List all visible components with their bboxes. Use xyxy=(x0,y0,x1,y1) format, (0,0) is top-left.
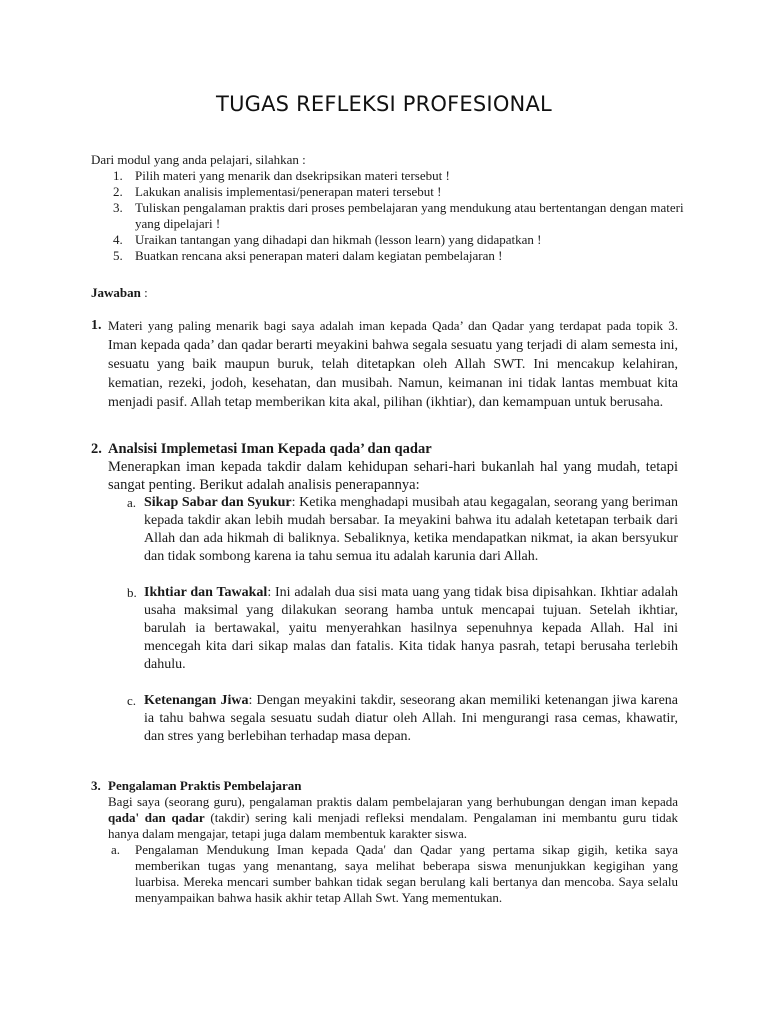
section-body: Materi yang paling menarik bagi saya adalah iman kepada Qada’ dan Qadar yang terdapat pada topik 3. Iman kepada qada’ dan qadar berarti meyakini bahwa segala sesuatu yang terjadi di alam semesta ini, sesuatu yang baik maupun buruk, telah ditetapkan oleh Allah SWT. Ini mencakup kelahiran, kematian, rezeki, jodoh, kesehatan, dan musibah. Namun, keimanan ini tidak lantas membuat kita menjadi pasif. Allah tetap memberikan kita akal, pilihan (ikhtiar), dan kemampuan untuk berusaha. xyxy=(108,318,678,410)
section-number: 3. xyxy=(91,778,101,793)
document-title: TUGAS REFLEKSI PROFESIONAL xyxy=(216,92,552,116)
section-title: Analsisi Implemetasi Iman Kepada qada’ dan qadar xyxy=(108,441,432,457)
section-1 xyxy=(91,316,678,412)
analysis-item: c. Ketenangan Jiwa: Dengan meyakini takdir, seseorang akan memiliki ketenangan jiwa karena ia tahu bahwa segala sesuatu sudah diatur oleh Allah. Ini mengurangi rasa cemas, khawatir, dan stres yang berlebihan terhadap masa depan. xyxy=(127,693,679,744)
section-body: Bagi saya (seorang guru), pengalaman praktis dalam pembelajaran yang berhubungan dengan iman kepada qada' dan qadar (takdir) sering kali menjadi refleksi mendalam. Pengalaman ini membantu guru tidak hanya dalam mengajar, tetapi juga dalam membentuk karakter siswa. xyxy=(108,794,679,841)
instruction-item: 5. Buatkan rencana aksi penerapan materi dalam kegiatan pembelajaran ! xyxy=(113,248,503,263)
analysis-item-heading: Ketenangan Jiwa xyxy=(144,693,249,708)
section-number: 1. xyxy=(91,318,102,333)
analysis-item-heading: Ikhtiar dan Tawakal xyxy=(144,585,268,600)
instructions-list xyxy=(91,168,691,264)
analysis-item: a. Sikap Sabar dan Syukur: Ketika menghadapi musibah atau kegagalan, seorang yang beriman kepada takdir akan lebih mudah bersabar. Ia meyakini bahwa itu adalah ketetapan terbaik dari Allah dan ada hikmah di baliknya. Sebaliknya, ketika mendapatkan nikmat, ia akan bersyukur dan tidak sombong karena ia tahu semua itu adalah karunia dari Allah. xyxy=(127,495,678,564)
instruction-item: 4. Uraikan tantangan yang dihadapi dan hikmah (lesson learn) yang didapatkan ! xyxy=(113,232,542,247)
section-title: Pengalaman Praktis Pembelajaran xyxy=(108,778,302,793)
section-body: Menerapkan iman kepada takdir dalam kehidupan sehari-hari bukanlah hal yang mudah, tetapi sangat penting. Berikut adalah analisis penerapannya: xyxy=(108,459,678,493)
analysis-list xyxy=(91,494,678,746)
instruction-item: 2. Lakukan analisis implementasi/penerapan materi tersebut ! xyxy=(113,184,442,199)
section-2 xyxy=(91,440,678,746)
section-3 xyxy=(91,778,678,906)
instructions-block xyxy=(91,152,691,264)
experience-item: a. Pengalaman Mendukung Iman kepada Qada' dan Qadar yang pertama sikap gigih, ketika saya memberikan tugas yang menantang, saya melihat beberapa siswa menunjukkan kegigihan yang luarbisa. Mereka mencari sumber bahkan tidak segan berulang kali bertanya dan mencoba. Saya selalu menyampaikan bahwa hasik akhir tetap Allah Swt. Yang mementukan. xyxy=(111,842,678,905)
analysis-item-heading: Sikap Sabar dan Syukur xyxy=(144,495,292,510)
instruction-item: 3. Tuliskan pengalaman praktis dari proses pembelajaran yang mendukung atau bertentangan dengan materi yang dipelajari ! xyxy=(113,200,684,231)
instructions-lead: Dari modul yang anda pelajari, silahkan : xyxy=(91,152,306,167)
analysis-item: b. Ikhtiar dan Tawakal: Ini adalah dua sisi mata uang yang tidak bisa dipisahkan. Ikhtiar adalah usaha maksimal yang dilakukan seorang hamba untuk mencapai tujuan. Setelah ikhtiar, barulah ia bertawakal, yaitu menyerahkan hasilnya sepenuhnya kepada Allah. Hal ini mencegah kita dari sikap malas dan fatalis. Kita tidak hanya pasrah, tetapi berusaha terlebih dahulu. xyxy=(127,585,679,672)
answer-heading: Jawaban : xyxy=(91,285,148,300)
section-number: 2. xyxy=(91,441,102,457)
instruction-item: 1. Pilih materi yang menarik dan dsekripsikan materi tersebut ! xyxy=(113,168,450,183)
